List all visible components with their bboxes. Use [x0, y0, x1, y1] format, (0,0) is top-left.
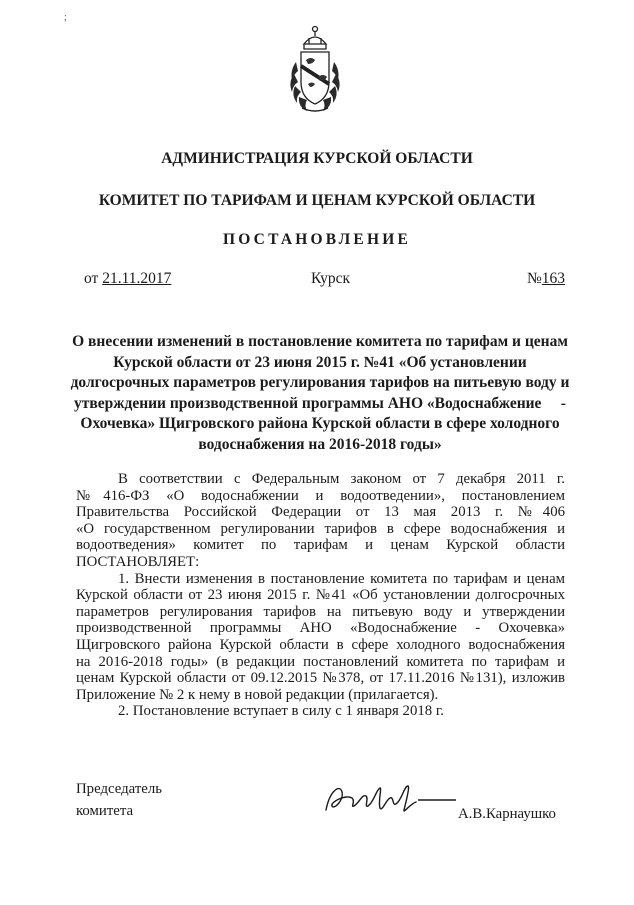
subject-line: водоснабжения на 2016-2018 годы» [198, 435, 442, 453]
subject-line: утверждении производственной программы АНО «Водоснабжение - [74, 394, 566, 412]
date-prefix: от [84, 270, 103, 287]
body-line: Приложение № 2 к нему в новой редакции (прилагается). [76, 686, 439, 703]
document-body [76, 471, 565, 720]
number-prefix: № [527, 270, 542, 287]
administration-heading: АДМИНИСТРАЦИЯ КУРСКОЙ ОБЛАСТИ [161, 150, 473, 167]
body-line: производственной программы АНО «Водоснабжение - Охочевка» [76, 620, 565, 637]
body-line: водоотведения» комитет по тарифам и ценам Курской области [76, 537, 565, 554]
subject-line: Курской области от 23 июня 2015 г. №41 «Об установлении [113, 353, 527, 371]
subject-line: Охочевка» Щигровского района Курской области в сфере холодного [80, 415, 560, 432]
signatory-title-line: комитета [76, 803, 134, 819]
document-date [84, 270, 171, 288]
document-number [527, 270, 565, 288]
document-subject [70, 332, 570, 455]
coat-of-arms-icon [282, 22, 348, 118]
corner-mark: ; [64, 12, 67, 23]
body-line: на 2016-2018 годы» (в редакции постановлений комитета по тарифам и [76, 653, 565, 670]
body-line: 1. Внести изменения в постановление комитета по тарифам и ценам [118, 570, 565, 587]
body-line: «О государственном регулировании тарифов в сфере водоснабжения и [76, 520, 565, 537]
handwritten-signature-icon [320, 780, 460, 820]
document-city: Курск [311, 270, 351, 287]
body-line: 2. Постановление вступает в силу с 1 января 2018 г. [118, 703, 444, 720]
body-line: параметров регулирования тарифов на питьевую воду и утверждении [76, 603, 565, 620]
signatory-title-line: Председатель [76, 781, 162, 797]
body-line: ценам Курской области от 09.12.2015 №378, от 17.11.2016 №131), изложив [76, 670, 565, 687]
date-value: 21.11.2017 [102, 270, 172, 287]
body-line: Щигровского района Курской области в сфере холодного водоснабжения [76, 636, 565, 653]
body-line: ПОСТАНОВЛЯЕТ: [76, 553, 200, 570]
number-value: 163 [541, 270, 566, 287]
committee-heading: КОМИТЕТ ПО ТАРИФАМ И ЦЕНАМ КУРСКОЙ ОБЛАСТИ [98, 192, 536, 209]
body-line: В соответствии с Федеральным законом от 7 декабря 2011 г. [118, 471, 565, 487]
body-line: №416-ФЗ «О водоснабжении и водоотведении», постановлением [76, 487, 565, 504]
subject-line: долгосрочных параметров регулирования тарифов на питьевую воду и [70, 374, 570, 391]
body-line: Курской области от 23 июня 2015 г. №41 «Об установлении долгосрочных [76, 587, 565, 604]
signatory-name: А.В.Карнаушко [458, 806, 556, 822]
subject-line: О внесении изменений в постановление комитета по тарифам и ценам [72, 333, 568, 350]
body-line: Правительства Российской Федерации от 13 мая 2013 г. №406 [76, 504, 565, 521]
document-type-heading: ПОСТАНОВЛЕНИЕ [222, 231, 412, 248]
signatory-title [76, 778, 162, 822]
